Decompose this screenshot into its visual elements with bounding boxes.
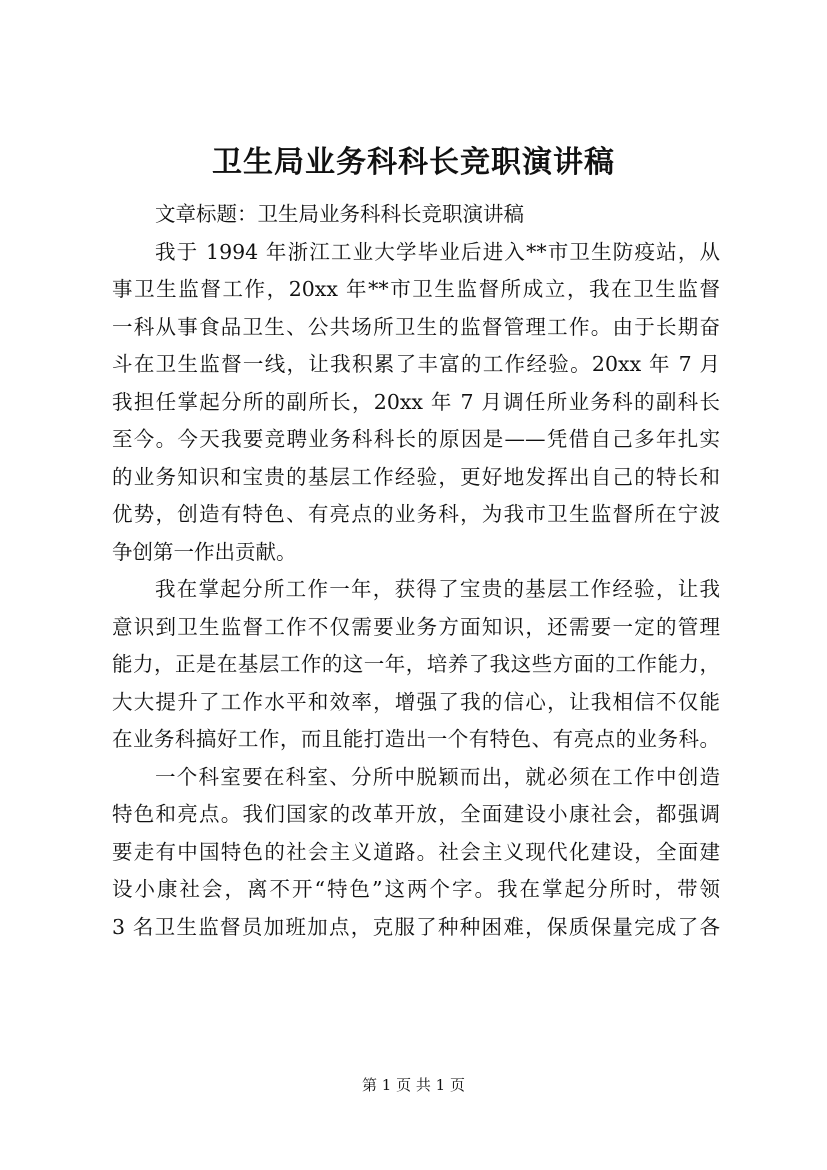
document-title: 卫生局业务科科长竞职演讲稿 — [212, 145, 615, 180]
article-title-line: 文章标题：卫生局业务科科长竞职演讲稿 — [155, 202, 524, 226]
document-body — [112, 196, 720, 946]
paragraph-line: 我在掌起分所工作一年，获得了宝贵的基层工作经验，让我 — [155, 577, 720, 601]
paragraph-line: 设小康社会，离不开“特色”这两个字。我在掌起分所时，带领 — [112, 877, 720, 901]
paragraph-line: 意识到卫生监督工作不仅需要业务方面知识，还需要一定的管理 — [112, 614, 720, 639]
paragraph-line: 斗在卫生监督一线，让我积累了丰富的工作经验。20xx 年 7 月 — [112, 352, 720, 376]
paragraph-line: 能力，正是在基层工作的这一年，培养了我这些方面的工作能力， — [112, 652, 720, 676]
paragraph-line: 争创第一作出贡献。 — [112, 539, 297, 564]
paragraph-line: 优势，创造有特色、有亮点的业务科，为我市卫生监督所在宁波 — [112, 502, 720, 526]
paragraph-line: 我于 1994 年浙江工业大学毕业后进入**市卫生防疫站，从 — [155, 239, 720, 264]
paragraph-line: 在业务科搞好工作，而且能打造出一个有特色、有亮点的业务科。 — [112, 727, 720, 751]
paragraph-line: 特色和亮点。我们国家的改革开放，全面建设小康社会，都强调 — [112, 802, 720, 826]
paragraph-line: 的业务知识和宝贵的基层工作经验，更好地发挥出自己的特长和 — [112, 464, 720, 489]
paragraph-line: 3 名卫生监督员加班加点，克服了种种困难，保质保量完成了各 — [112, 914, 720, 939]
page-footer: 第 1 页 共 1 页 — [362, 1076, 465, 1094]
paragraph-line: 一个科室要在科室、分所中脱颖而出，就必须在工作中创造 — [155, 764, 720, 789]
paragraph-line: 大大提升了工作水平和效率，增强了我的信心，让我相信不仅能 — [112, 689, 720, 714]
paragraph-line: 事卫生监督工作，20xx 年**市卫生监督所成立，我在卫生监督 — [112, 277, 720, 301]
paragraph-line: 至今。今天我要竞聘业务科科长的原因是——凭借自己多年扎实 — [112, 427, 720, 451]
paragraph-line: 要走有中国特色的社会主义道路。社会主义现代化建设，全面建 — [112, 839, 720, 864]
paragraph-line: 我担任掌起分所的副所长，20xx 年 7 月调任所业务科的副科长 — [112, 389, 720, 414]
paragraph-line: 一科从事食品卫生、公共场所卫生的监督管理工作。由于长期奋 — [112, 314, 720, 339]
